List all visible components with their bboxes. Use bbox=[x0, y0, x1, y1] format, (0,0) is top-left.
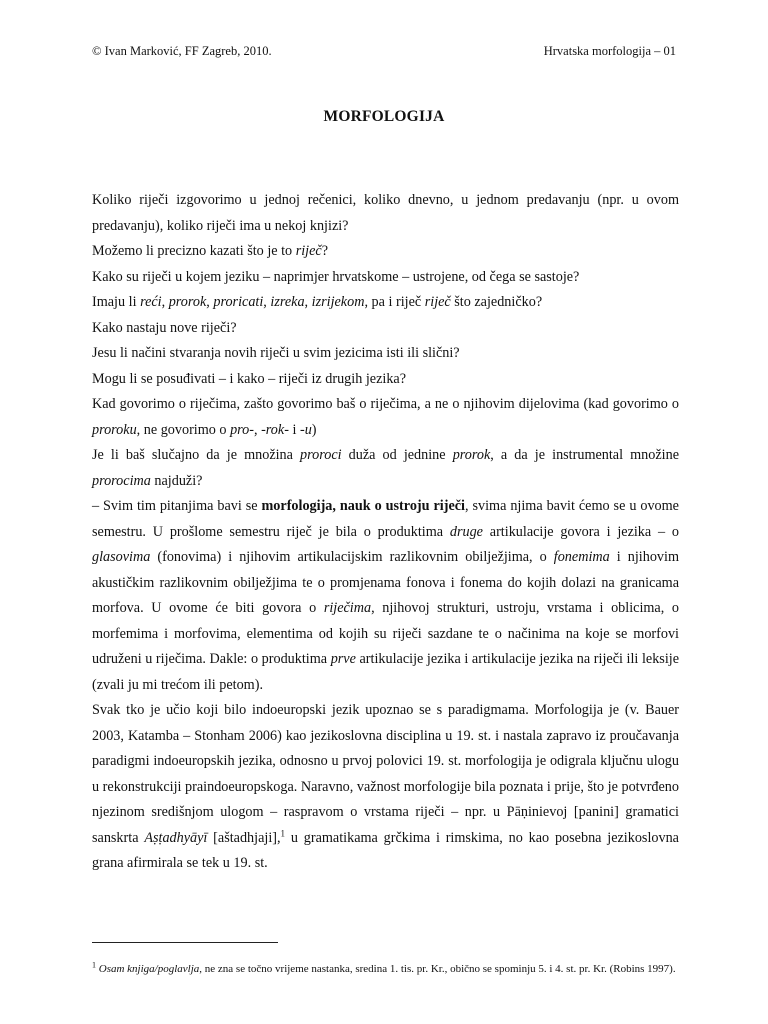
question-paragraph: Imaju li reći, prorok, proricati, izreka, izrijekom, pa i riječ riječ što zajedničko? bbox=[92, 294, 543, 310]
body-paragraph: – Svim tim pitanjima bavi se morfologija, nauk o ustroju riječi, svima njima bavit ćemo se u ovome semestru. U prošlome semestru riječ je bila o produktima druge artikulacije govora i jezika – o glasovima (fonovima) i njihovim artikulacijskim razlikovnim obilježjima, o fonemima i njihovim akustičkim razlikovnim obilježjima te o promjenama fonova i fonema do kojih dolazi na granicama morfova. U ovome će biti govora o riječima, njihovoj strukturi, ustroju, vrstama i oblicima, o morfemima i morfovima, elementima od kojih su riječi sazdane te o načinima na koje se morfovi udruženi u riječima. Dakle: o produktima prve artikulacije jezika i artikulacije jezika na riječi ili leksije (zvali ju mi trećom ili petom). bbox=[92, 498, 679, 693]
question-paragraph: Koliko riječi izgovorimo u jednoj rečenici, koliko dnevno, u jednom predavanju (npr. u ovom predavanju), koliko riječi ima u nekoj knjizi? bbox=[92, 192, 679, 234]
footnote: $^1$ Osam knjiga/poglavlja, ne zna se točno vrijeme nastanka, sredina 1. tis. pr. Kr., obično se spominju 5. i 4. st. pr. Kr. (Robins 1997). bbox=[92, 960, 676, 975]
page-title: MORFOLOGIJA bbox=[323, 108, 445, 125]
question-paragraph: Kako su riječi u kojem jeziku – naprimjer hrvatskome – ustrojene, od čega se sastoje? bbox=[92, 268, 580, 285]
header-course: Hrvatska morfologija – 01 bbox=[543, 44, 676, 58]
header-author: © Ivan Marković, FF Zagreb, 2010. bbox=[92, 44, 272, 58]
question-paragraph: Jesu li načini stvaranja novih riječi u svim jezicima isti ili slični? bbox=[92, 345, 460, 361]
footnote-number: 1 bbox=[92, 960, 96, 970]
question-paragraph: Je li baš slučajno da je množina proroci duža od jednine prorok, a da je instrumental množine prorocima najduži? bbox=[92, 447, 679, 489]
question-paragraph: Možemo li precizno kazati što je to riječ? bbox=[92, 243, 328, 259]
body-paragraph: Svak tko je učio koji bilo indoeuropski jezik upoznao se s paradigmama. Morfologija je (v. Bauer 2003, Katamba – Stonham 2006) kao jezikoslovna disciplina u 19. st. i nastala zapravo iz proučavanja paradigmi indoeuropskih jezika, odnosno u prvoj polovici 19. st. morfologija je odigrala ključnu ulogu u rekonstrukciji praindoeuropskoga. Naravno, važnost morfologije bila poznata i prije, što je potvrđeno njezinom središnjom ulogom – raspravom o vrstama riječi – npr. u Pāṇinievoj [panini] gramatici sanskrta Aṣṭadhyāyī [aštadhjaji],$^1$ u gramatikama grčkima i rimskima, no kao posebna jezikoslovna grana afirmirala se tek u 19. st. bbox=[92, 702, 679, 871]
question-paragraph: Kad govorimo o riječima, zašto govorimo baš o riječima, a ne o njihovim dijelovima (kad govorimo o proroku, ne govorimo o pro-, -rok- i -u) bbox=[92, 396, 679, 438]
footnote-separator bbox=[92, 942, 278, 943]
question-paragraph: Kako nastaju nove riječi? bbox=[92, 319, 237, 336]
footnote-ref: 1 bbox=[280, 827, 286, 838]
body-text bbox=[92, 188, 679, 877]
question-paragraph: Mogu li se posuđivati – i kako – riječi iz drugih jezika? bbox=[92, 370, 407, 387]
